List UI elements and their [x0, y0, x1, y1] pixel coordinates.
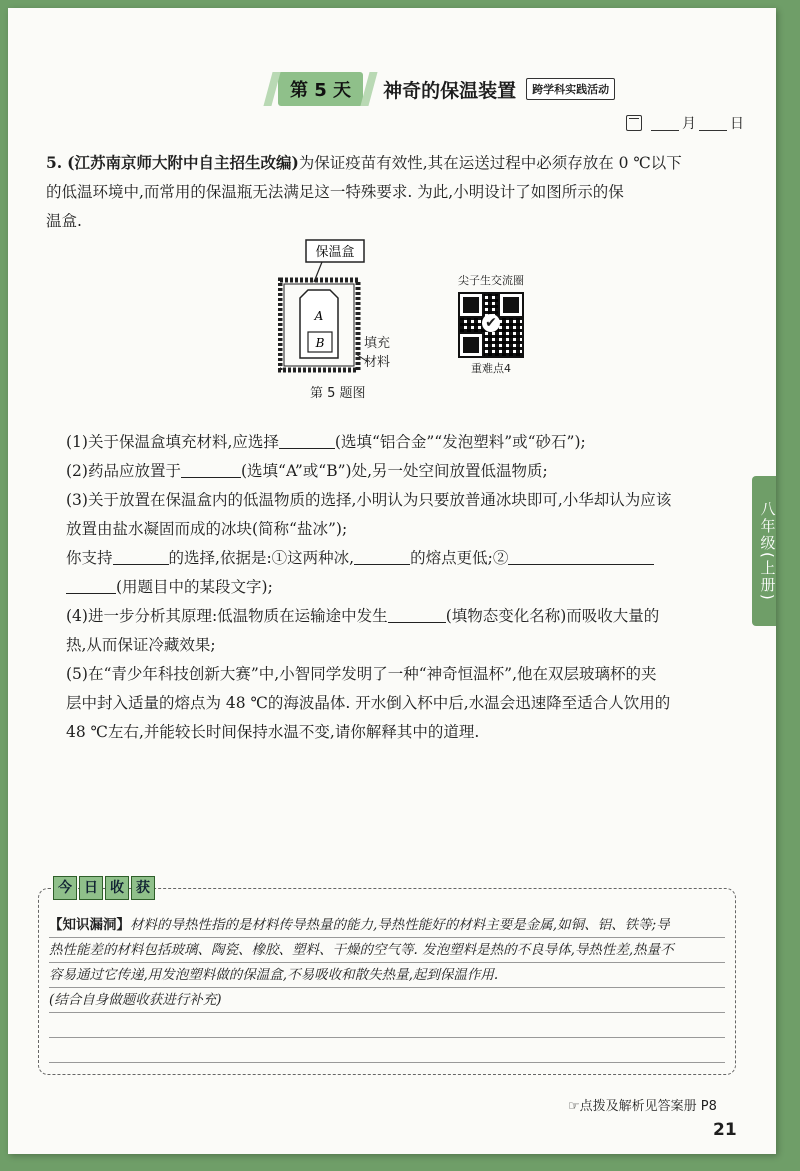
part-5-line-3: 48 ℃左右,并能较长时间保持水温不变,请你解释其中的道理. — [66, 723, 480, 741]
part-4-line-2: 热,从而保证冷藏效果; — [66, 636, 216, 654]
intro-text-2: 的低温环境中,而常用的保温瓶无法满足这一特殊要求. 为此,小明设计了如图所示的保 — [46, 183, 624, 201]
part-3-line-4 — [46, 573, 746, 602]
header-banner — [278, 72, 615, 106]
part-2-text-b: (选填“A”或“B”)处,另一处空间放置低温物质; — [240, 462, 548, 480]
summary-head-char-4: 获 — [131, 876, 155, 900]
intro-text-1: 为保证疫苗有效性,其在运送过程中必须存放在 0 ℃以下 — [298, 154, 682, 172]
figure-area — [278, 236, 578, 401]
page — [8, 8, 776, 1154]
part-3-line-2: 放置由盐水凝固而成的冰块(简称“盐冰”); — [66, 520, 348, 538]
grade-side-tab: 八年级(上册) — [752, 476, 776, 626]
qr-block[interactable] — [446, 272, 536, 376]
answer-blank-2[interactable] — [181, 459, 241, 478]
intro-text-3: 温盒. — [46, 212, 82, 230]
summary-head-char-2: 日 — [79, 876, 103, 900]
part-2-text-a: (2)药品应放置于 — [66, 462, 181, 480]
activity-tag: 跨学科实践活动 — [526, 78, 615, 100]
summary-head-char-3: 收 — [105, 876, 129, 900]
part-3-text-c: 的熔点更低;② — [410, 549, 509, 567]
summary-head-char-1: 今 — [53, 876, 77, 900]
question-source: (江苏南京师大附中自主招生改编) — [67, 153, 299, 172]
part-3-line-3 — [46, 544, 746, 573]
part-3-text-d: (用题目中的某段文字); — [116, 578, 273, 596]
answer-blank-1[interactable] — [279, 430, 335, 449]
day-badge: 第 5 天 — [278, 72, 363, 106]
part-5-line-2: 层中封入适量的熔点为 48 ℃的海波晶体. 开水倒入杯中后,水温会迅速降至适合人饮用的 — [66, 694, 671, 712]
summary-blank-line-1[interactable] — [49, 1013, 725, 1038]
part-1-text-b: (选填“铝合金”“发泡塑料”或“砂石”); — [334, 433, 586, 451]
qr-finder-tl — [460, 294, 482, 316]
figure-caption: 第 5 题图 — [310, 386, 366, 401]
part-1-text-a: (1)关于保温盒填充材料,应选择 — [66, 433, 279, 451]
part-4-line-1 — [46, 602, 746, 631]
part-4-text-a: (4)进一步分析其原理:低温物质在运输途中发生 — [66, 607, 388, 625]
calendar-check-icon — [626, 115, 642, 131]
summary-line-4: (结合自身做题收获进行补充) — [49, 988, 725, 1013]
topic-title: 神奇的保温装置 — [383, 79, 517, 102]
answer-blank-3b[interactable] — [354, 546, 410, 565]
check-icon: ✔ — [482, 314, 500, 332]
summary-blank-line-2[interactable] — [49, 1038, 725, 1063]
daily-summary-box — [38, 880, 736, 1075]
part-4-text-b: (填物态变化名称)而吸收大量的 — [445, 607, 660, 625]
month-blank[interactable] — [651, 116, 679, 131]
qr-finder-bl — [460, 334, 482, 356]
question-intro — [46, 148, 746, 178]
qr-title: 尖子生交流圈 — [458, 274, 524, 287]
part-3-text-b: 的选择,依据是:①这两种冰, — [168, 549, 355, 567]
qr-subtitle: 重难点4 — [471, 362, 511, 375]
answer-blank-3c[interactable] — [508, 546, 654, 565]
insulation-box-diagram — [278, 236, 418, 381]
box-label-text: 保温盒 — [315, 245, 355, 260]
page-number: 21 — [713, 1120, 737, 1140]
answer-reference: ☞点拨及解析见答案册 P8 — [568, 1099, 717, 1114]
summary-text-1: 材料的导热性指的是材料传导热量的能力,导热性能好的材料主要是金属,如铜、铝、铁等;导 — [130, 917, 670, 933]
part-3-text-a: 你支持 — [66, 549, 113, 567]
summary-line-1 — [49, 913, 725, 938]
label-a: A — [314, 309, 324, 323]
question-number: 5. — [46, 153, 63, 172]
label-b: B — [315, 336, 325, 350]
qr-code-icon[interactable] — [458, 292, 524, 358]
summary-heading — [53, 876, 157, 900]
answer-blank-4[interactable] — [388, 604, 446, 623]
fill-label-line-1: 填充 — [364, 336, 391, 351]
answer-blank-3a[interactable] — [113, 546, 169, 565]
fill-label-line-2: 材料 — [364, 355, 391, 370]
summary-content — [49, 913, 725, 1063]
day-blank[interactable] — [699, 116, 727, 131]
answer-blank-3d[interactable] — [66, 575, 116, 594]
date-line — [626, 113, 744, 133]
part-3-line-1: (3)关于放置在保温盒内的低温物质的选择,小明认为只要放普通冰块即可,小华却认为应该 — [66, 491, 672, 509]
part-2 — [46, 457, 746, 486]
month-label: 月 — [682, 116, 696, 132]
knowledge-tag: 【知识漏洞】 — [49, 917, 130, 933]
fill-material-label — [364, 334, 390, 372]
summary-line-2: 热性能差的材料包括玻璃、陶瓷、橡胶、塑料、干燥的空气等. 发泡塑料是热的不良导体,导热性差,热量不 — [49, 938, 725, 963]
part-1 — [46, 428, 746, 457]
part-5-line-1: (5)在“青少年科技创新大赛”中,小智同学发明了一种“神奇恒温杯”,他在双层玻璃杯的夹 — [66, 665, 657, 683]
summary-line-3: 容易通过它传递,用发泡塑料做的保温盒,不易吸收和散失热量,起到保温作用. — [49, 963, 725, 988]
day-label: 日 — [730, 116, 744, 132]
qr-finder-tr — [500, 294, 522, 316]
